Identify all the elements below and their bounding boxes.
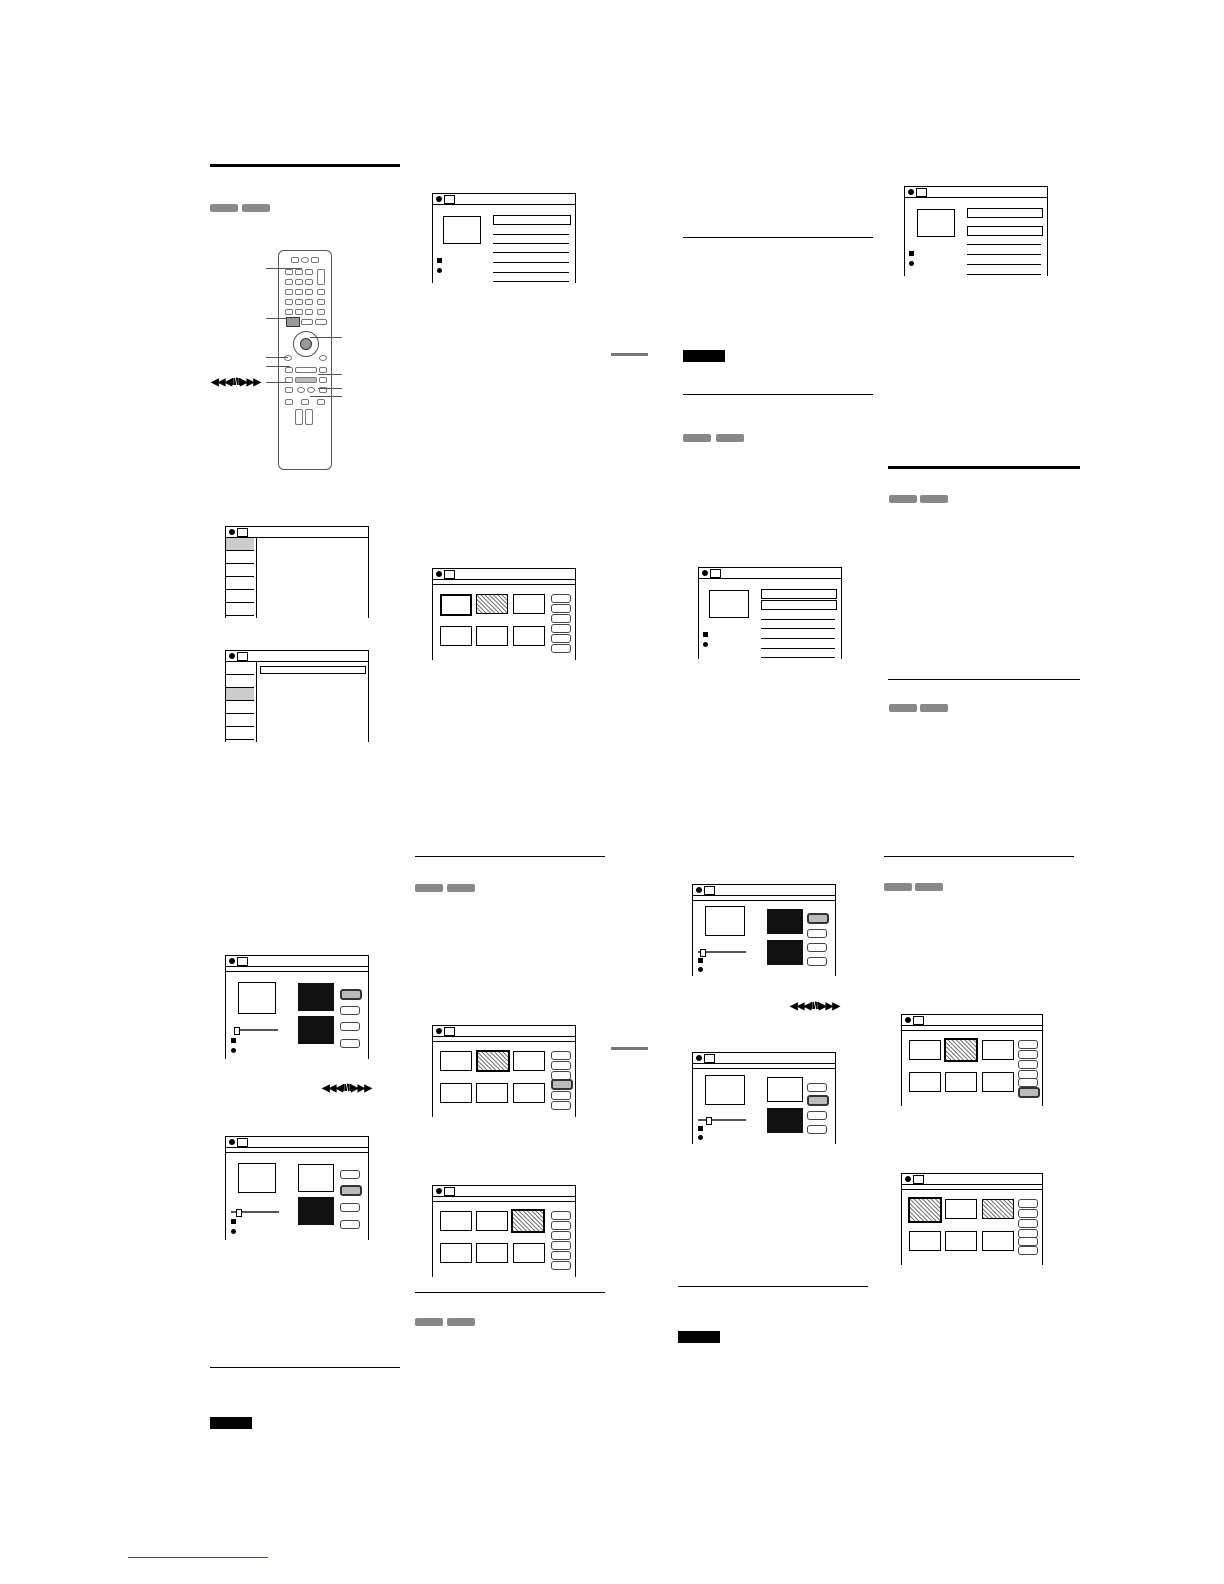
note-badge [210, 1417, 252, 1429]
disc-badge [210, 204, 238, 212]
disc-menu-icon [710, 569, 721, 578]
person-illustration-icon [767, 1077, 803, 1102]
disc-menu-icon [444, 1187, 455, 1196]
chapter-list-screen [901, 1173, 1043, 1265]
disc-menu-icon [913, 1175, 924, 1184]
setup-menu-screen [225, 526, 369, 618]
title-info-screen [432, 193, 576, 283]
person-illustration-icon [709, 590, 749, 618]
person-illustration-icon [945, 1199, 977, 1219]
crowd-illustration-icon [476, 594, 508, 614]
section-rule [210, 164, 400, 167]
disc-menu-icon [913, 1016, 924, 1025]
disc-badge [889, 495, 917, 503]
disc-menu-icon [916, 188, 927, 197]
transport-buttons-label: ◀◀◀II/II▶▶▶ [211, 377, 261, 388]
disc-badge [889, 704, 917, 712]
transport-buttons-label: ◀◀◀II/II▶▶▶ [790, 1001, 840, 1012]
edit-screen [692, 884, 836, 976]
disc-badge [920, 495, 948, 503]
title-info-screen [698, 567, 842, 659]
edit-screen [225, 955, 369, 1059]
disc-badge [884, 883, 912, 891]
crowd-illustration-icon [982, 1199, 1014, 1219]
person-illustration-icon [513, 594, 545, 614]
disc-badge [716, 434, 744, 442]
remote-control-icon [278, 250, 332, 470]
disc-badge [915, 883, 943, 891]
crowd-illustration-icon [944, 1038, 978, 1062]
disc-badge [447, 1318, 475, 1326]
disc-badge [415, 884, 443, 892]
person-illustration-icon [917, 209, 955, 237]
person-illustration-icon [705, 906, 745, 936]
chapter-list-screen [432, 568, 576, 660]
disc-menu-icon [444, 1027, 455, 1036]
person-illustration-icon [982, 1040, 1014, 1060]
disc-menu-icon [237, 528, 248, 537]
disc-badge [415, 1318, 443, 1326]
crowd-illustration-icon [908, 1197, 942, 1223]
disc-menu-icon [444, 570, 455, 579]
person-illustration-icon [909, 1040, 941, 1060]
chapter-list-screen [432, 1025, 576, 1117]
setup-menu-screen [225, 650, 369, 742]
crowd-illustration-icon [476, 1050, 510, 1072]
disc-badge [242, 204, 270, 212]
disc-badge [683, 434, 711, 442]
disc-menu-icon [704, 1054, 715, 1063]
person-illustration-icon [513, 1051, 545, 1071]
chapter-list-screen [901, 1014, 1043, 1106]
disc-badge [920, 704, 948, 712]
disc-menu-icon [444, 195, 455, 204]
person-illustration-icon [440, 1211, 472, 1231]
note-badge [678, 1331, 720, 1343]
disc-menu-icon [237, 1138, 248, 1147]
disc-badge [447, 884, 475, 892]
person-illustration-icon [476, 1211, 508, 1231]
footer-link[interactable] [128, 1557, 268, 1558]
person-illustration-icon [440, 594, 472, 616]
person-illustration-icon [909, 1231, 941, 1251]
disc-menu-icon [237, 652, 248, 661]
person-illustration-icon [440, 1051, 472, 1071]
title-info-screen [904, 186, 1048, 276]
disc-menu-icon [704, 886, 715, 895]
person-illustration-icon [238, 982, 276, 1014]
edit-screen [225, 1136, 369, 1240]
person-illustration-icon [705, 1075, 745, 1105]
person-illustration-icon [238, 1163, 276, 1193]
person-illustration-icon [298, 1164, 334, 1192]
note-badge [683, 350, 725, 362]
edit-screen [692, 1052, 836, 1144]
chapter-list-screen [432, 1185, 576, 1277]
disc-menu-icon [237, 957, 248, 966]
crowd-illustration-icon [511, 1209, 545, 1233]
transport-buttons-label: ◀◀◀II/II▶▶▶ [322, 1083, 372, 1094]
person-illustration-icon [443, 216, 481, 244]
